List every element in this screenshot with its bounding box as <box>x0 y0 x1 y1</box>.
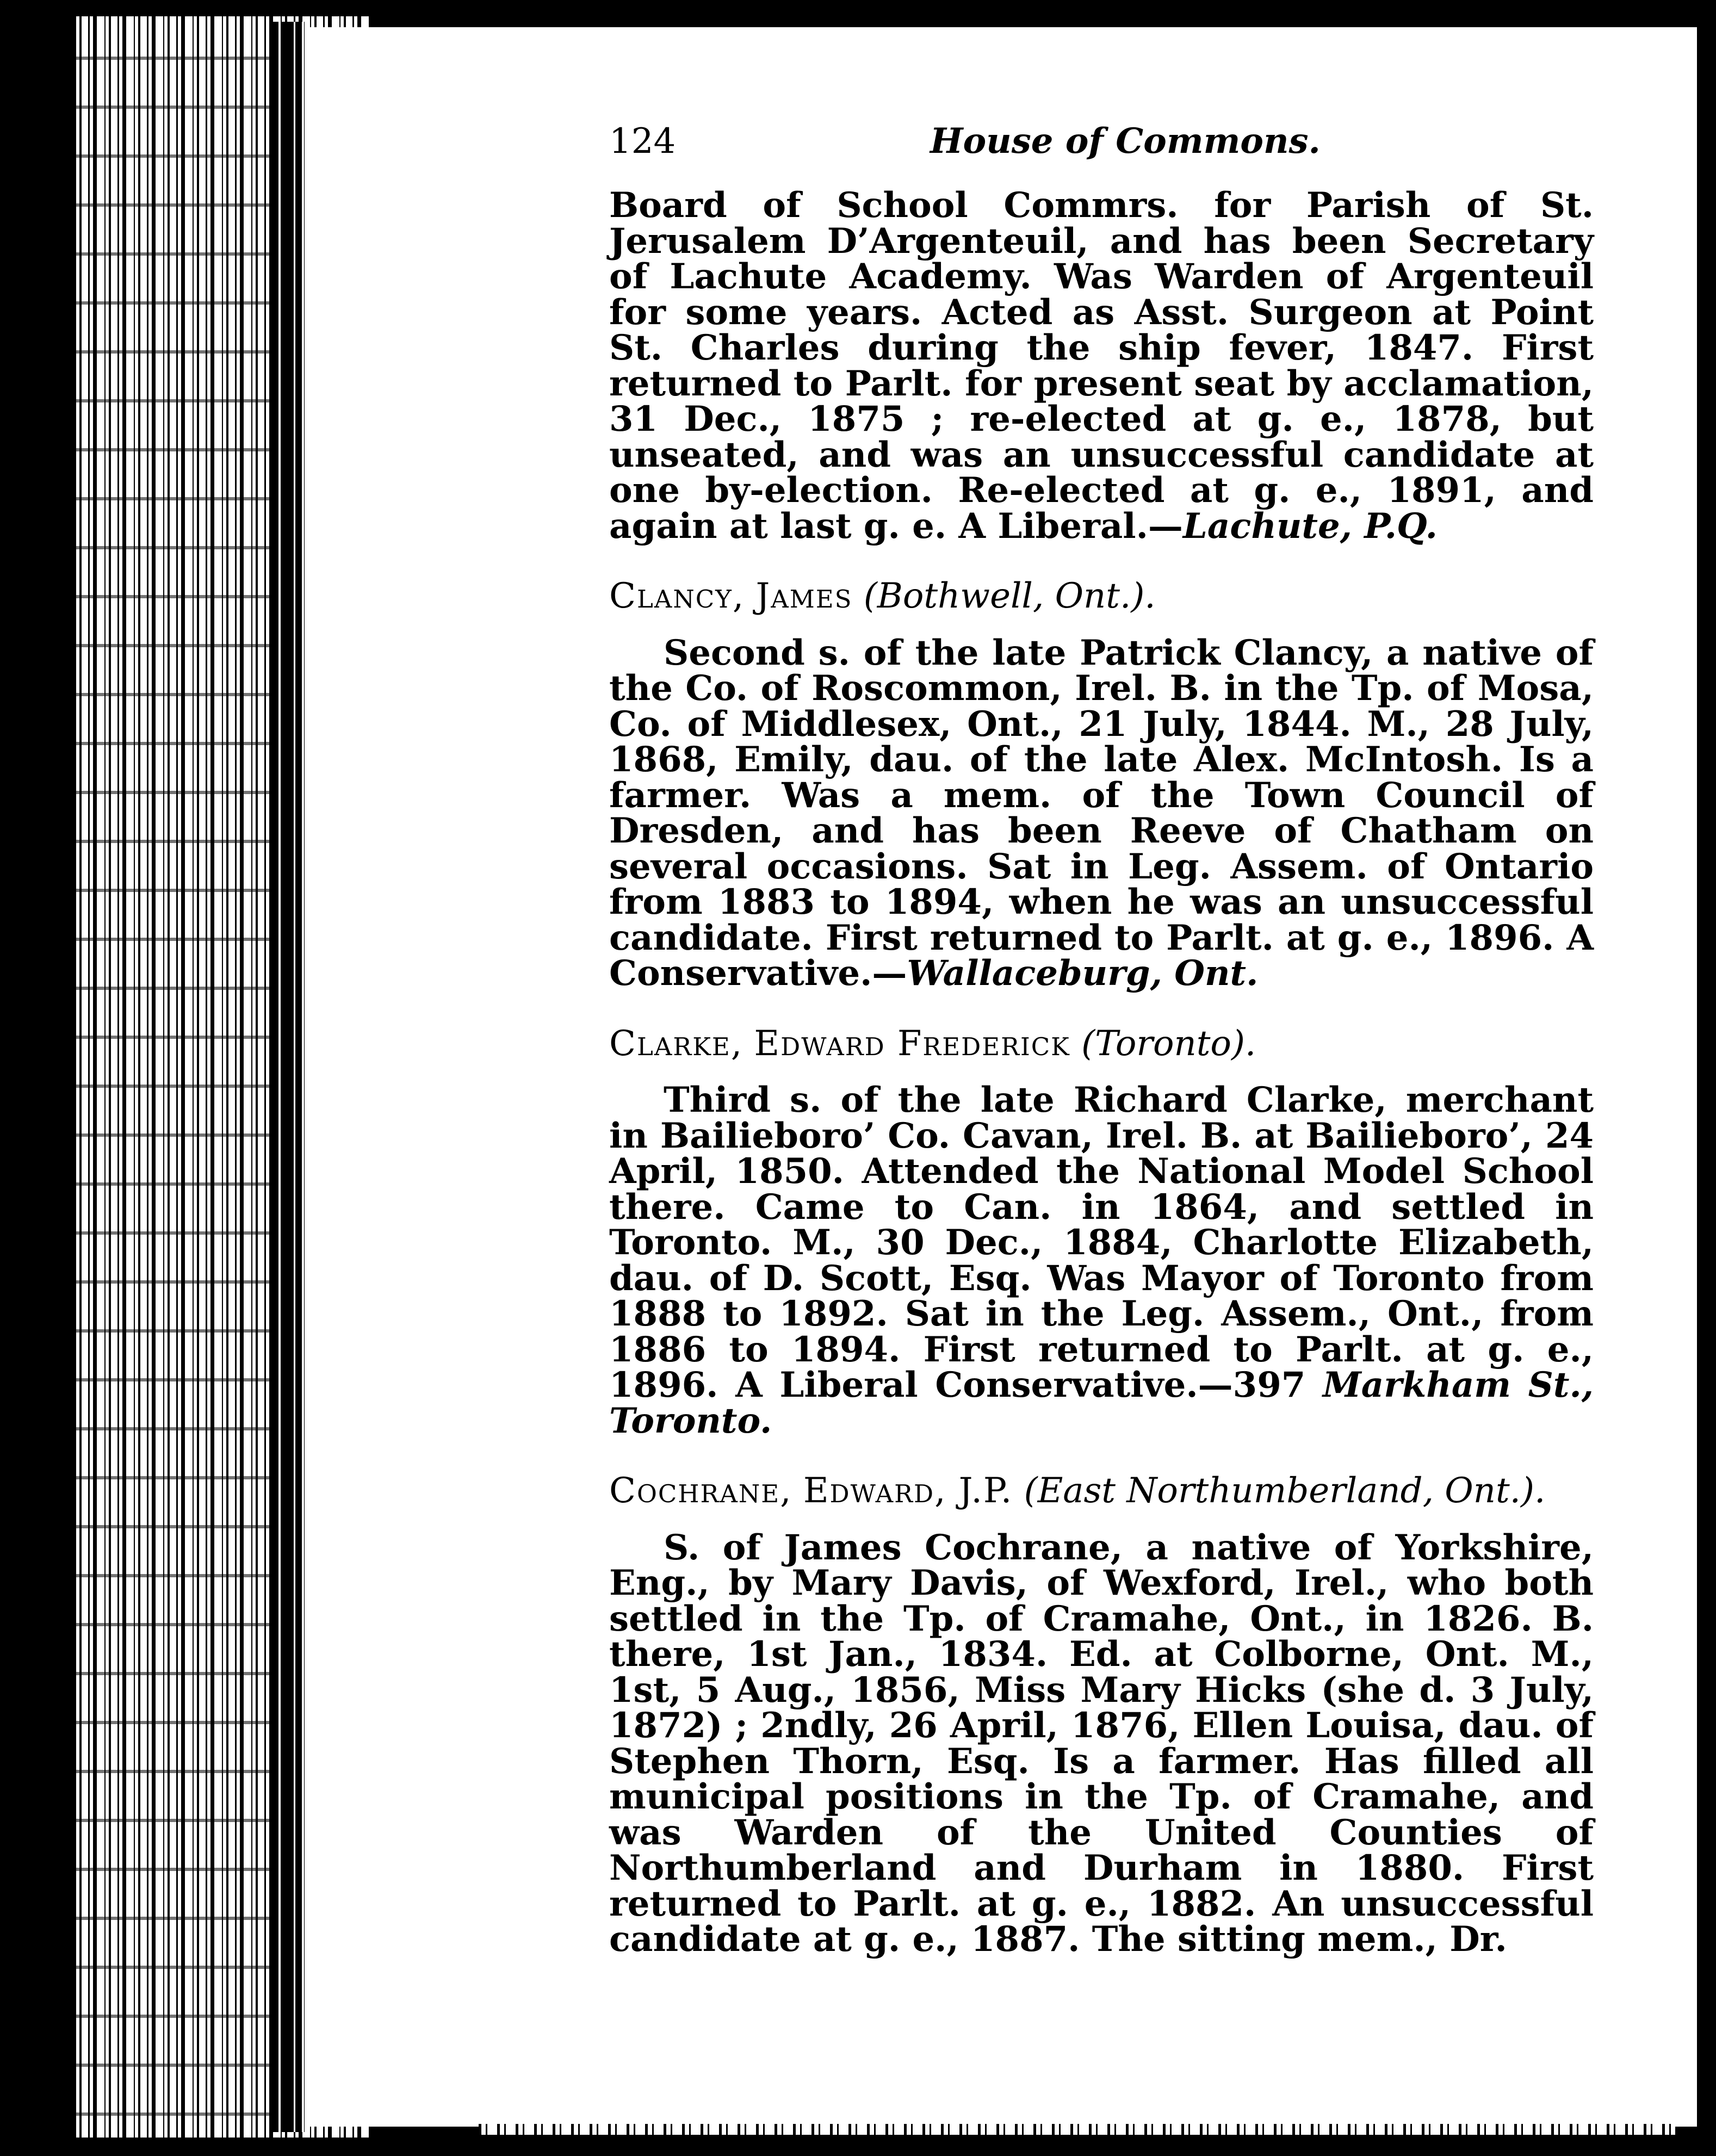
running-title: House of Commons. <box>930 121 1321 162</box>
entry-body-text: Second s. of the late Patrick Clancy, a native of the Co. of Roscommon, Irel. B. in the Tp. of Mosa, Co. of Middlesex, Ont., 21 July, 1844. M., 28 July, 1868, Emily, dau. of the late Alex. McIntosh. Is a farmer. Was a mem. of the Town Council of Dresden, and has been Reeve of Chatham on several occasions. Sat in Leg. Assem. of Ontario from 1883 to 1894, when he was an unsuccessful candidate. First returned to Parlt. at g. e., 1896. A Conservative.— <box>609 632 1594 994</box>
page-text <box>609 120 1594 1960</box>
page-number: 124 <box>609 121 676 162</box>
continued-text: Board of School Commrs. for Parish of St. Jerusalem D’Argenteuil, and has been Secretary of Lachute Academy. Was Warden of Argenteuil for some years. Acted as Asst. Surgeon at Point St. Charles during the ship fever, 1847. First returned to Parlt. for present seat by acclamation, 31 Dec., 1875 ; re-elected at g. e., 1878, but unseated, and was an unsuccessful candidate at one by-election. Re-elected at g. e., 1891, and again at last g. e. A Liberal.— <box>609 185 1594 547</box>
continued-entry <box>609 185 1594 547</box>
entry-clancy <box>609 576 1594 994</box>
entry-given-name: Edward, J.P. <box>803 1471 1013 1511</box>
entry-cochrane <box>609 1471 1594 1960</box>
entry-heading <box>609 1023 1594 1064</box>
entry-given-name: Edward Frederick <box>754 1023 1070 1064</box>
entry-body <box>609 1082 1594 1439</box>
entry-body <box>609 632 1594 994</box>
entry-constituency: (Bothwell, Ont.). <box>863 576 1156 616</box>
entry-heading <box>609 1473 1594 1509</box>
entry-body-text: S. of James Cochrane, a native of Yorkshire, Eng., by Mary Davis, of Wexford, Irel., who both settled in the Tp. of Cramahe, Ont., in 1826. B. there, 1st Jan., 1834. Ed. at Colborne, Ont. M., 1st, 5 Aug., 1856, Miss Mary Hicks (she d. 3 July, 1872) ; 2ndly, 26 April, 1876, Ellen Louisa, dau. of Stephen Thorn, Esq. Is a farmer. Has filled all municipal positions in the Tp. of Cramahe, and was Warden of the United Counties of Northumberland and Durham in 1880. First returned to Parlt. at g. e., 1882. An unsuccessful candidate at g. e., 1887. The sitting mem., Dr. <box>609 1527 1594 1960</box>
entry-surname: Clancy, <box>609 576 745 616</box>
book-gutter <box>272 22 305 2132</box>
bottom-edge-noise <box>479 2124 1675 2135</box>
entry-surname: Clarke, <box>609 1023 744 1064</box>
entry-surname: Cochrane, <box>609 1471 792 1511</box>
entry-given-name: James <box>755 576 853 616</box>
entry-address: Markham St., Toronto. <box>609 1365 1594 1441</box>
entry-body <box>609 1527 1594 1960</box>
entry-body-text: Third s. of the late Richard Clarke, merchant in Bailieboro’ Co. Cavan, Irel. B. at Bailieboro’, 24 April, 1850. Attended the National Model School there. Came to Can. in 1864, and settled in Toronto. M., 30 Dec., 1884, Charlotte Elizabeth, dau. of D. Scott, Esq. Was Mayor of Toronto from 1888 to 1892. Sat in the Leg. Assem., Ont., from 1886 to 1894. First returned to Parlt. at g. e., 1896. A Liberal Conservative.—397 <box>609 1080 1594 1405</box>
page-header <box>609 120 1594 163</box>
entry-constituency: (East Northumberland, Ont.). <box>1024 1471 1546 1511</box>
continued-address: Lachute, P.Q. <box>1182 505 1438 547</box>
entry-constituency: (Toronto). <box>1081 1023 1256 1064</box>
entry-address: Wallaceburg, Ont. <box>907 953 1259 994</box>
entry-clarke <box>609 1023 1594 1441</box>
entry-heading <box>609 576 1594 616</box>
